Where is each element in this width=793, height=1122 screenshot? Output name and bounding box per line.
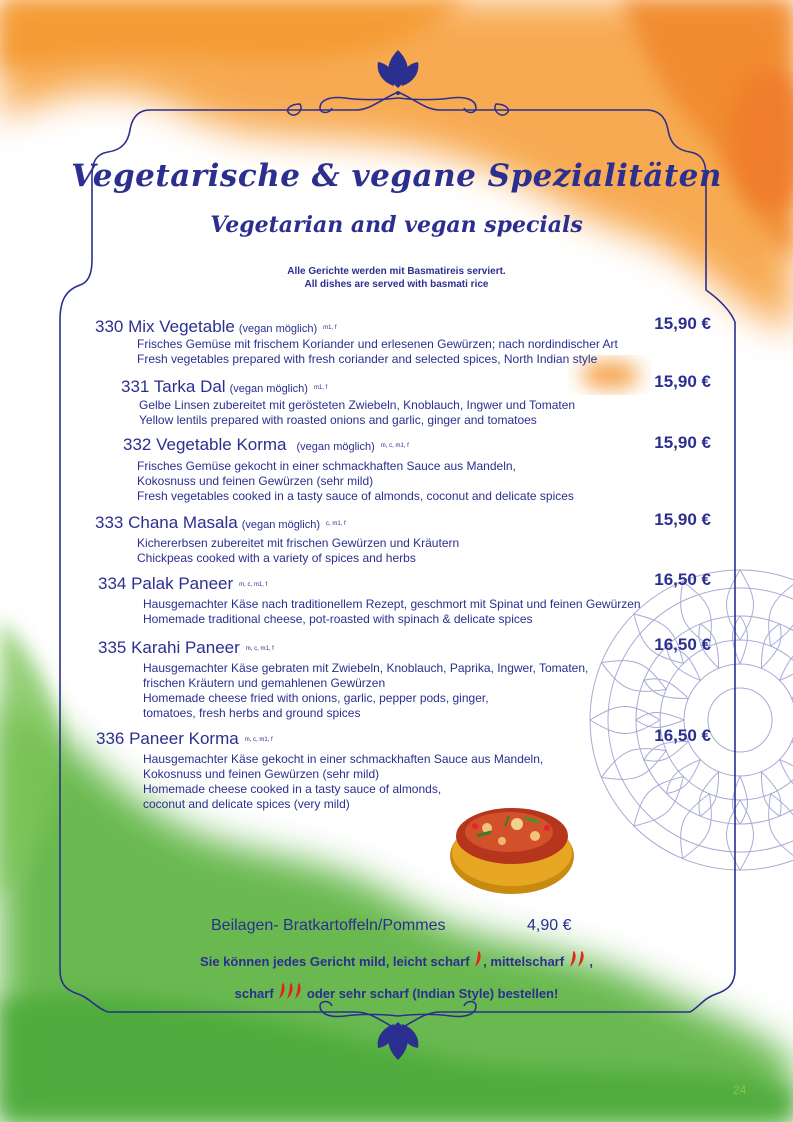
sides-label: Beilagen- Bratkartoffeln/Pommes: [211, 917, 446, 934]
desc-line: Kokosnuss und feinen Gewürzen (sehr mild): [143, 767, 380, 781]
item-title: 332 Vegetable Korma: [123, 435, 287, 454]
spice-level-note-line2: [0, 982, 793, 1001]
menu-item-description: [137, 536, 459, 566]
item-title: 333 Chana Masala: [95, 513, 238, 532]
rice-note-en: All dishes are served with basmati rice: [304, 279, 489, 290]
menu-item-description: [137, 337, 618, 367]
spice-text: oder sehr scharf (Indian Style) bestellen!: [303, 986, 559, 1001]
vegan-option: (vegan möglich): [229, 383, 308, 395]
desc-line: Yellow lentils prepared with roasted onions and garlic, ginger and tomatoes: [139, 413, 537, 427]
desc-line: Hausgemachter Käse gebraten mit Zwiebeln, Knoblauch, Paprika, Ingwer, Tomaten,: [143, 661, 589, 675]
desc-line: Chickpeas cooked with a variety of spices and herbs: [137, 551, 416, 565]
desc-line: Kokosnuss und feinen Gewürzen (sehr mild): [137, 474, 374, 488]
allergen-codes: m1, f: [323, 325, 337, 331]
desc-line: Homemade cheese fried with onions, garlic, pepper pods, ginger,: [143, 691, 489, 705]
allergen-codes: m1, f: [313, 385, 328, 391]
sides-price: 4,90 €: [527, 917, 572, 934]
chili-3-icon: [277, 982, 303, 1000]
menu-item-name: [98, 574, 267, 594]
spice-text: ,: [585, 954, 593, 969]
desc-line: Homemade traditional cheese, pot-roasted with spinach & delicate spices: [143, 612, 533, 626]
page-number: 24: [733, 1083, 747, 1097]
menu-item-name: [96, 729, 273, 749]
menu-item-price: 16,50 €: [654, 635, 711, 654]
allergen-codes: m, c, m1, f: [239, 582, 268, 588]
menu-item-price: 15,90 €: [654, 314, 711, 333]
menu-item-price: 15,90 €: [654, 510, 711, 529]
vegan-option: (vegan möglich): [238, 323, 318, 335]
menu-item-name: [95, 317, 337, 337]
desc-line: tomatoes, fresh herbs and ground spices: [143, 706, 361, 720]
desc-line: Gelbe Linsen zubereitet mit gerösteten Zwiebeln, Knoblauch, Ingwer und Tomaten: [139, 398, 576, 412]
menu-item-price: 15,90 €: [654, 433, 711, 452]
desc-line: Hausgemachter Käse nach traditionellem Rezept, geschmort mit Spinat und feinen Gewürzen: [143, 597, 641, 611]
item-title: 334 Palak Paneer: [98, 574, 234, 593]
desc-line: Hausgemachter Käse gekocht in einer schmackhaften Sauce aus Mandeln,: [143, 752, 544, 766]
allergen-codes: m, c, m1, f: [244, 737, 273, 743]
desc-line: Frisches Gemüse mit frischem Koriander und erlesenen Gewürzen; nach nordindischer Art: [137, 337, 618, 351]
menu-item-price: 16,50 €: [654, 570, 711, 589]
menu-item-description: [139, 398, 575, 428]
spice-level-note-line1: [0, 950, 793, 969]
spice-text: Sie können jedes Gericht mild, leicht scharf: [200, 954, 470, 969]
menu-item-name: [123, 435, 409, 455]
allergen-codes: c, m1, f: [325, 521, 346, 527]
menu-item-description: [137, 459, 574, 504]
rice-note-de: Alle Gerichte werden mit Basmatireis serviert.: [287, 266, 506, 277]
item-title: 330 Mix Vegetable: [95, 317, 235, 336]
menu-item-price: 15,90 €: [654, 372, 711, 391]
desc-line: Frisches Gemüse gekocht in einer schmackhaften Sauce aus Mandeln,: [137, 459, 516, 473]
desc-line: coconut and delicate spices (very mild): [143, 797, 350, 811]
paneer-dish-image: [447, 796, 577, 896]
desc-line: Homemade cheese cooked in a tasty sauce of almonds,: [143, 782, 442, 796]
menu-item-name: [95, 513, 346, 533]
desc-line: Fresh vegetables prepared with fresh coriander and selected spices, North Indian style: [137, 352, 598, 366]
desc-line: frischen Kräutern und gemahlenen Gewürzen: [143, 676, 386, 690]
desc-line: Fresh vegetables cooked in a tasty sauce of almonds, coconut and delicate spices: [137, 489, 574, 503]
vegan-option: (vegan möglich): [241, 519, 320, 531]
item-title: 335 Karahi Paneer: [98, 638, 240, 657]
bottom-lotus-ornament: [378, 1022, 419, 1060]
menu-item-name: [98, 638, 274, 658]
menu-item-description: [143, 597, 641, 627]
item-title: 336 Paneer Korma: [96, 729, 239, 748]
spice-text: scharf: [234, 986, 274, 1001]
page-subtitle: Vegetarian and vegan specials: [210, 212, 583, 238]
menu-item-price: 16,50 €: [654, 726, 711, 745]
allergen-codes: m, c, m1, f: [380, 443, 409, 449]
desc-line: Kichererbsen zubereitet mit frischen Gewürzen und Kräutern: [137, 536, 460, 550]
vegan-option: (vegan möglich): [296, 441, 375, 453]
chili-1-icon: [473, 950, 483, 968]
spice-text: , mittelscharf: [483, 954, 565, 969]
allergen-codes: m, c, m1, f: [245, 646, 274, 652]
item-title: 331 Tarka Dal: [121, 377, 226, 396]
chili-2-icon: [568, 950, 586, 968]
menu-item-description: [143, 661, 588, 721]
page-title: Vegetarische & vegane Spezialitäten: [71, 158, 722, 194]
top-lotus-ornament: [378, 50, 419, 95]
menu-item-name: [121, 377, 327, 397]
